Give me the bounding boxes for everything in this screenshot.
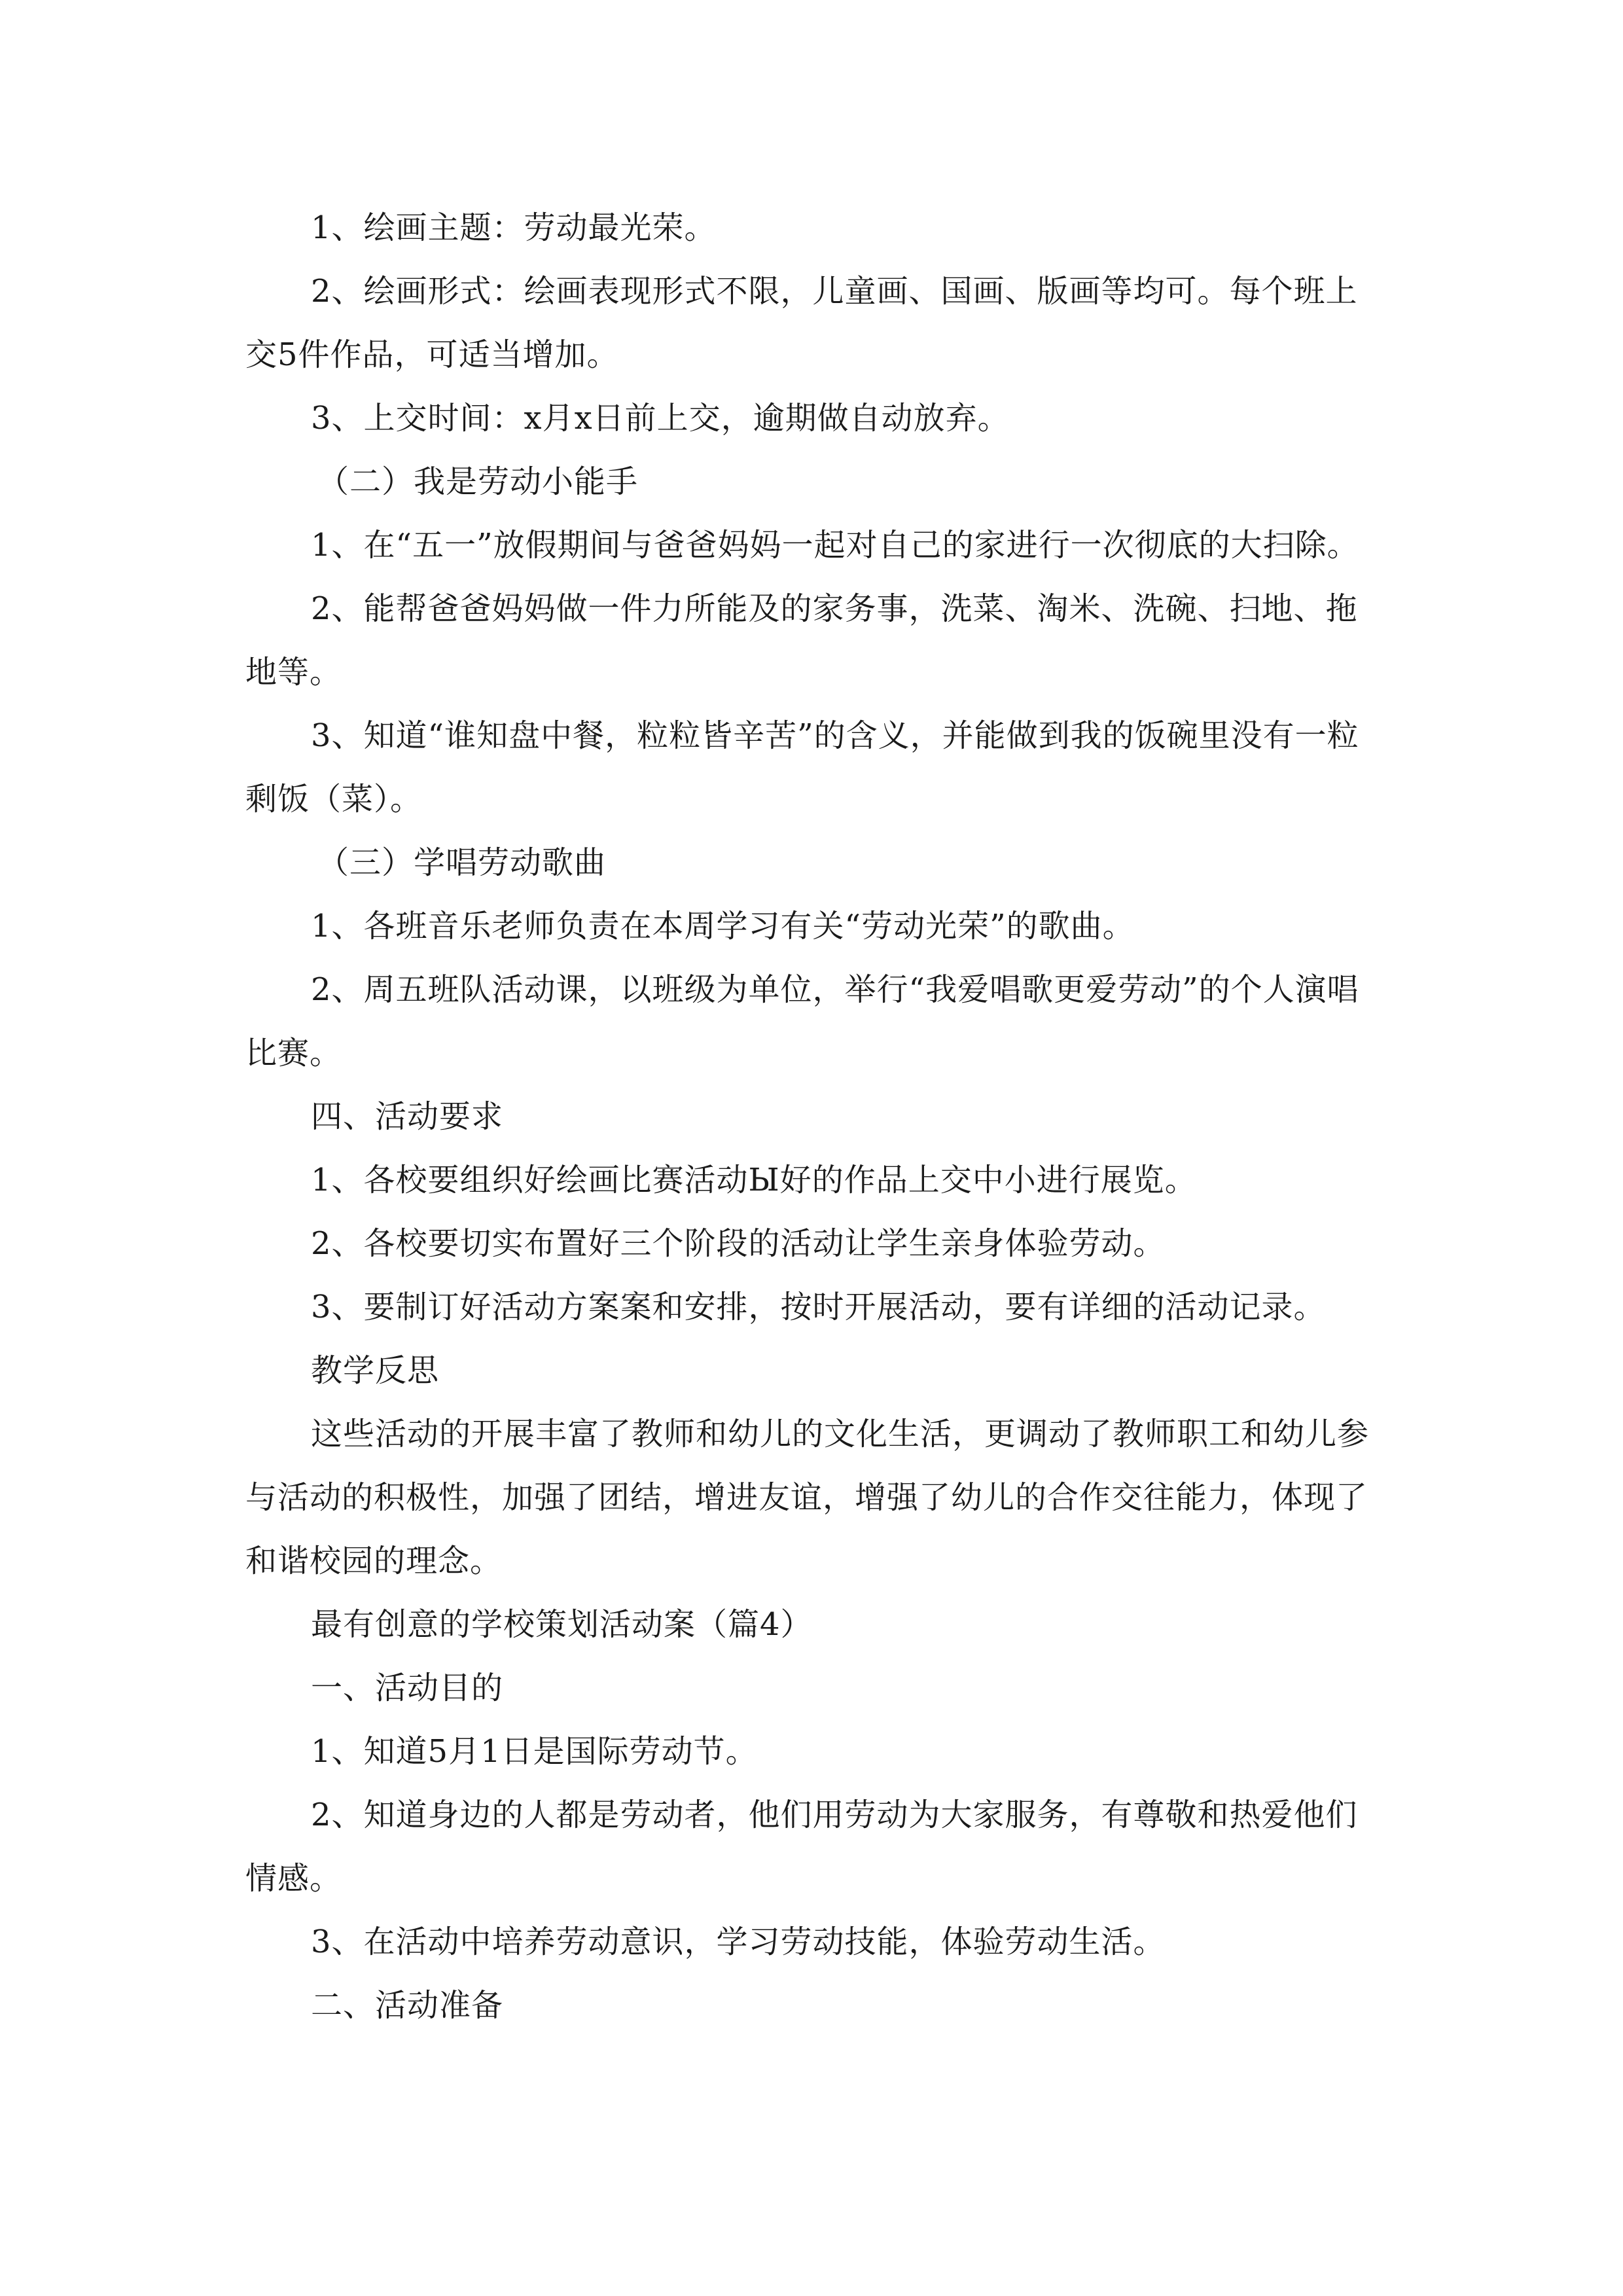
paragraph: 这些活动的开展丰富了教师和幼儿的文化生活，更调动了教师职工和幼儿参与活动的积极性，加强了团结，增进友谊，增强了幼儿的合作交往能力，体现了和谐校园的理念。 bbox=[245, 1416, 1370, 1579]
paragraph: 1、知道5月1日是国际劳动节。 bbox=[311, 1733, 758, 1770]
paragraph: 3、知道“谁知盘中餐，粒粒皆辛苦”的含义，并能做到我的饭碗里没有一粒剩饭（菜）。 bbox=[245, 717, 1359, 817]
section-heading: 二、活动准备 bbox=[311, 1987, 504, 2024]
paragraph: 1、各班音乐老师负责在本周学习有关“劳动光荣”的歌曲。 bbox=[311, 908, 1135, 944]
article-title: 最有创意的学校策划活动案（篇4） bbox=[311, 1606, 813, 1643]
document-body bbox=[245, 196, 1384, 2037]
section-heading: （二）我是劳动小能手 bbox=[317, 463, 639, 500]
paragraph: 3、在活动中培养劳动意识，学习劳动技能，体验劳动生活。 bbox=[311, 1924, 1166, 1960]
paragraph: 1、各校要组织好绘画比赛活动Ы好的作品上交中小进行展览。 bbox=[311, 1162, 1197, 1198]
paragraph: 1、绘画主题：劳动最光荣。 bbox=[311, 209, 717, 246]
paragraph: 2、知道身边的人都是劳动者，他们用劳动为大家服务，有尊敬和热爱他们情感。 bbox=[245, 1797, 1358, 1897]
paragraph: 2、能帮爸爸妈妈做一件力所能及的家务事，洗菜、淘米、洗碗、扫地、拖地等。 bbox=[245, 590, 1358, 691]
section-heading: 教学反思 bbox=[311, 1352, 440, 1389]
section-heading: 四、活动要求 bbox=[311, 1098, 504, 1135]
paragraph: 2、周五班队活动课，以班级为单位，举行“我爱唱歌更爱劳动”的个人演唱比赛。 bbox=[245, 971, 1359, 1071]
paragraph: 2、各校要切实布置好三个阶段的活动让学生亲身体验劳动。 bbox=[311, 1225, 1166, 1262]
section-heading: （三）学唱劳动歌曲 bbox=[317, 844, 607, 881]
paragraph: 2、绘画形式：绘画表现形式不限，儿童画、国画、版画等均可。每个班上交5件作品，可适当增加。 bbox=[245, 273, 1358, 373]
section-heading: 一、活动目的 bbox=[311, 1670, 504, 1706]
paragraph: 3、上交时间：x月x日前上交，逾期做自动放弃。 bbox=[311, 400, 1010, 437]
paragraph: 3、要制订好活动方案案和安排，按时开展活动，要有详细的活动记录。 bbox=[311, 1289, 1326, 1325]
paragraph: 1、在“五一”放假期间与爸爸妈妈一起对自己的家进行一次彻底的大扫除。 bbox=[311, 527, 1359, 564]
